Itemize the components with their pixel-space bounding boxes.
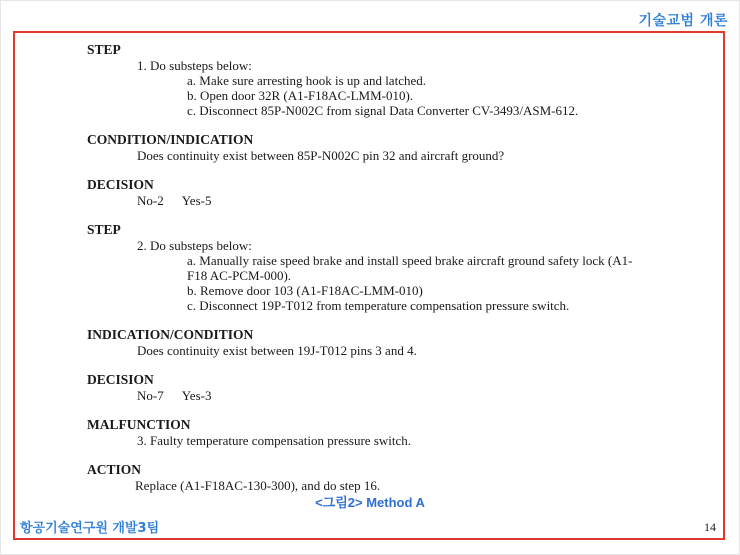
section-text: Does continuity exist between 85P-N002C pin 32 and aircraft ground? [137, 148, 505, 163]
decision-yes: Yes-5 [181, 193, 212, 208]
condition-indication-section [87, 132, 667, 163]
substep-continuation: F18 AC-PCM-000). [187, 268, 292, 283]
decision-yes: Yes-3 [181, 388, 212, 403]
substep: c. Disconnect 19P-T012 from temperature compensation pressure switch. [187, 298, 570, 313]
figure-caption: <그림2> Method A [315, 495, 425, 510]
indication-condition-section [87, 327, 667, 358]
decision-options [87, 193, 667, 208]
decision-options [87, 388, 667, 403]
section-heading: STEP [87, 222, 121, 237]
substep: c. Disconnect 85P-N002C from signal Data Converter CV-3493/ASM-612. [187, 103, 579, 118]
malfunction-section [87, 417, 667, 448]
decision-no: No-7 [137, 388, 164, 403]
section-heading: STEP [87, 42, 121, 57]
section-heading: MALFUNCTION [87, 417, 191, 432]
substep: a. Make sure arresting hook is up and latched. [187, 73, 426, 88]
procedure-content [87, 42, 667, 507]
substep: b. Open door 32R (A1-F18AC-LMM-010). [187, 88, 414, 103]
section-heading: INDICATION/CONDITION [87, 327, 254, 342]
section-heading: CONDITION/INDICATION [87, 132, 254, 147]
section-heading: ACTION [87, 462, 142, 477]
step-intro: 1. Do substeps below: [137, 58, 252, 73]
section-text: 3. Faulty temperature compensation pressure switch. [137, 433, 412, 448]
page-number: 14 [704, 520, 716, 534]
page-header-title: 기술교범 개론 [638, 13, 728, 29]
action-section [87, 462, 667, 493]
decision-1-section [87, 177, 667, 208]
section-heading: DECISION [87, 372, 154, 387]
decision-2-section [87, 372, 667, 403]
substep: b. Remove door 103 (A1-F18AC-LMM-010) [187, 283, 423, 298]
step-intro: 2. Do substeps below: [137, 238, 252, 253]
section-heading: DECISION [87, 177, 154, 192]
decision-no: No-2 [137, 193, 164, 208]
substep: a. Manually raise speed brake and install speed brake aircraft ground safety lock (A1- [187, 253, 633, 268]
step-2-section [87, 222, 667, 313]
step-1-section [87, 42, 667, 118]
footer-organization: 항공기술연구원 개발3팀 [20, 521, 160, 536]
section-text: Replace (A1-F18AC-130-300), and do step 16. [135, 478, 381, 493]
section-text: Does continuity exist between 19J-T012 pins 3 and 4. [137, 343, 417, 358]
